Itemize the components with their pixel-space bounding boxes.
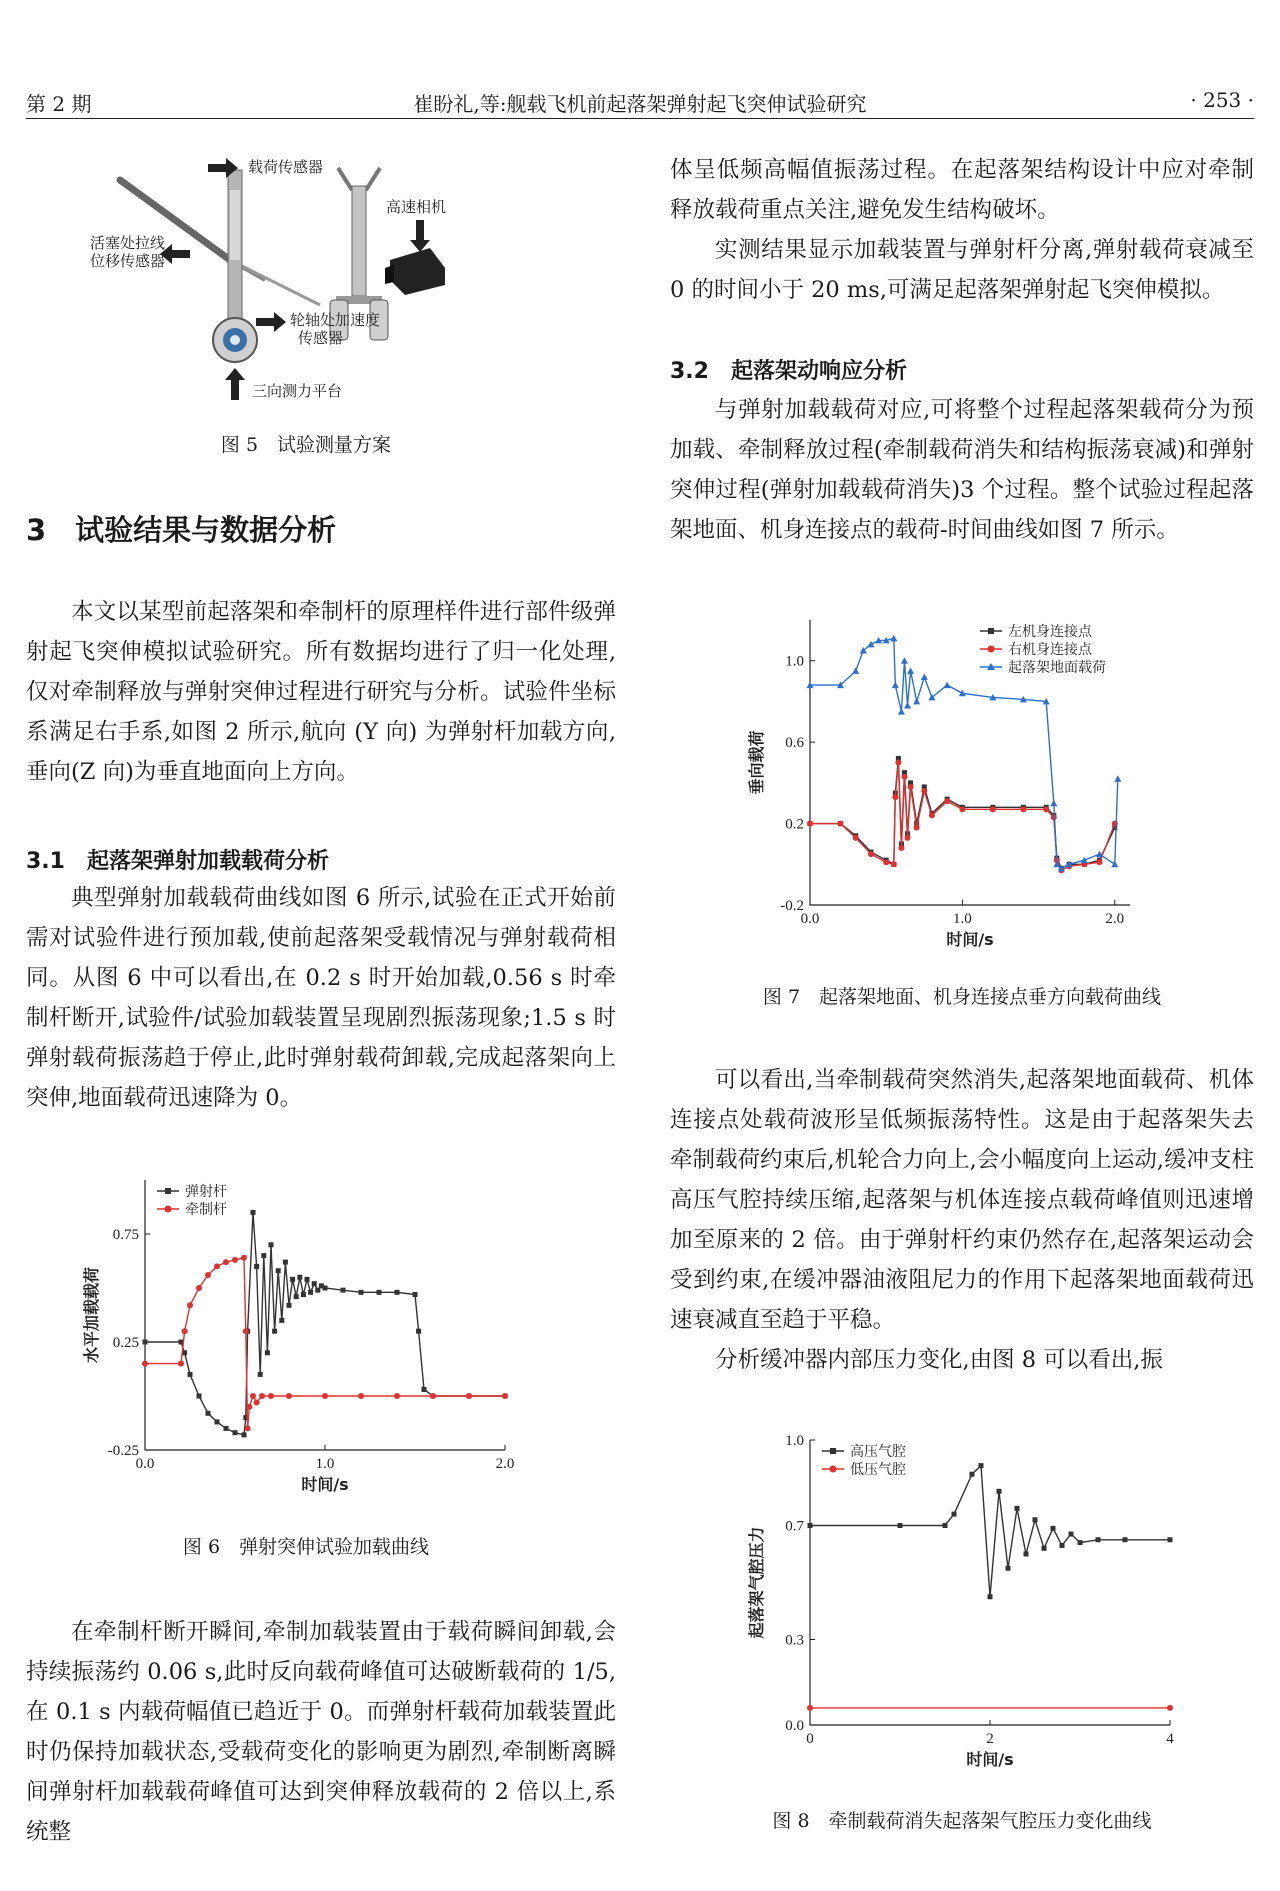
data-point-0: [143, 1340, 148, 1345]
legend-label: 牵制杆: [185, 1202, 227, 1218]
data-point-2: [901, 657, 908, 664]
legend-label: 右机身连接点: [1008, 642, 1092, 658]
data-point-0: [979, 1463, 984, 1468]
data-point-1: [892, 794, 898, 800]
data-point-0: [1006, 1566, 1011, 1571]
fig8-caption: 图 8 牵制载荷消失起落架气腔压力变化曲线: [772, 1810, 1152, 1832]
data-point-1: [883, 859, 889, 865]
label-piston-1: 活塞处拉线: [90, 236, 166, 252]
data-point-2: [944, 682, 951, 689]
data-point-0: [970, 1472, 975, 1477]
section-3-heading: 3 试验结果与数据分析: [26, 513, 337, 547]
legend-marker: [830, 1466, 837, 1473]
data-point-2: [921, 674, 928, 681]
legend-label: 左机身连接点: [1008, 624, 1092, 640]
label-camera: 高速相机: [386, 200, 447, 216]
camera-icon: [385, 248, 445, 295]
data-point-1: [807, 1705, 813, 1711]
page-number: · 253 ·: [1190, 88, 1254, 112]
data-point-0: [297, 1275, 302, 1280]
y-tick-label: 0.7: [785, 1518, 804, 1535]
x-tick-label: 1.0: [315, 1456, 335, 1472]
fig7-chart: [740, 610, 1160, 960]
legend-marker: [165, 1206, 172, 1213]
label-load-sensor: 载荷传感器: [248, 160, 324, 176]
data-point-1: [322, 1393, 328, 1399]
data-point-0: [305, 1277, 310, 1282]
data-point-0: [898, 1523, 903, 1528]
data-point-2: [890, 635, 897, 642]
data-point-0: [242, 1432, 247, 1437]
running-title: 崔盼礼,等:舰载飞机前起落架弹射起飞突伸试验研究: [413, 92, 867, 116]
data-point-0: [1024, 1552, 1029, 1557]
paragraph: 在牵制杆断开瞬间,牵制加载装置由于载荷瞬间卸载,会持续振荡约 0.06 s,此时反向载荷峰值可达破断载荷的 1/5,在 0.1 s 内载荷幅值已趋近于 0。而弹射杆载荷加载装置此时仍保持加载状态,受载荷变化的影响更为剧烈,牵制断离瞬间弹射杆加载载荷峰值可达到突伸释放载荷的 2 倍以上,系统整: [26, 1619, 616, 1845]
series-line-0: [810, 758, 1115, 868]
legend-marker: [165, 1188, 171, 1194]
data-point-2: [898, 708, 905, 715]
x-tick-label: 1.0: [953, 911, 972, 927]
data-point-1: [908, 784, 914, 790]
data-point-2: [904, 702, 911, 709]
legend-label: 低压气腔: [850, 1462, 906, 1478]
x-tick-label: 0: [806, 1731, 814, 1747]
data-point-0: [215, 1419, 220, 1424]
data-point-2: [1050, 800, 1057, 807]
data-point-1: [178, 1361, 184, 1367]
data-point-1: [245, 1425, 251, 1431]
data-point-1: [205, 1272, 211, 1278]
left-column-3: [26, 1612, 616, 1852]
data-point-0: [1123, 1537, 1128, 1542]
data-point-1: [1043, 806, 1049, 812]
data-point-1: [853, 835, 859, 841]
left-column: [26, 592, 616, 792]
data-point-0: [265, 1350, 270, 1355]
legend-label: 弹射杆: [185, 1184, 227, 1200]
data-point-0: [276, 1268, 281, 1273]
label-platform: 三向测力平台: [252, 384, 343, 400]
data-point-1: [142, 1361, 148, 1367]
y-axis-label: 起落架气腔压力: [747, 1526, 766, 1639]
paragraph: 与弹射加载载荷对应,可将整个过程起落架载荷分为预加载、牵制释放过程(牵制载荷消失和结构振荡衰减)和弹射突伸过程(弹射加载载荷消失)3 个过程。整个试验过程起落架地面、机身连接点的载荷-时间曲线如图 7 所示。: [670, 397, 1254, 543]
y-tick-label: 1.0: [785, 653, 804, 670]
x-axis-label: 时间/s: [966, 1750, 1014, 1769]
left-column-2: [26, 878, 616, 1118]
data-point-0: [1096, 1537, 1101, 1542]
legend-marker: [988, 646, 995, 653]
data-point-1: [905, 835, 911, 841]
series-line-1: [145, 1258, 505, 1429]
data-point-1: [807, 821, 813, 827]
data-point-1: [259, 1393, 265, 1399]
fig5-diagram: [90, 150, 570, 410]
data-point-0: [224, 1426, 229, 1431]
fig6-caption: 图 6 弹射突伸试验加载曲线: [182, 1536, 430, 1558]
data-point-0: [1042, 1546, 1047, 1551]
data-point-0: [272, 1329, 277, 1334]
data-point-0: [188, 1372, 193, 1377]
data-point-0: [997, 1489, 1002, 1494]
x-axis-label: 时间/s: [301, 1475, 349, 1494]
data-point-0: [1033, 1517, 1038, 1522]
paragraph: 本文以某型前起落架和牵制杆的原理样件进行部件级弹射起飞突伸模拟试验研究。所有数据均进行了归一化处理,仅对牵制释放与弹射突伸过程进行研究与分析。试验件坐标系满足右手系,如图 2 所示,航向 (Y 向) 为弹射杆加载方向,垂向(Z 向)为垂直地面向上方向。: [26, 599, 616, 785]
issue-number: 第 2 期: [26, 92, 92, 116]
data-point-1: [246, 1404, 252, 1410]
series-line-0: [810, 1466, 1170, 1597]
data-point-0: [287, 1303, 292, 1308]
data-point-0: [197, 1394, 202, 1399]
landing-gear-strut: [213, 170, 257, 362]
data-point-1: [1167, 1705, 1173, 1711]
data-point-1: [891, 861, 897, 867]
paragraph: 实测结果显示加载装置与弹射杆分离,弹射载荷衰减至 0 的时间小于 20 ms,可满足起落架弹射起飞突伸模拟。: [670, 237, 1254, 303]
data-point-1: [241, 1255, 247, 1261]
legend-marker: [830, 1448, 836, 1454]
data-point-1: [1097, 859, 1103, 865]
right-column-2: [670, 390, 1254, 550]
data-point-0: [261, 1253, 266, 1258]
data-point-0: [308, 1290, 313, 1295]
y-tick-label: 0.25: [112, 1335, 139, 1351]
data-point-1: [232, 1257, 238, 1263]
label-piston-2: 位移传感器: [90, 254, 166, 270]
data-point-0: [269, 1242, 274, 1247]
data-point-0: [294, 1294, 299, 1299]
y-axis-label: 水平加载载荷: [82, 1266, 101, 1364]
y-tick-label: 1.0: [785, 1433, 804, 1449]
legend-label: 起落架地面载荷: [1008, 660, 1106, 676]
data-point-1: [502, 1393, 508, 1399]
y-tick-label: 0.0: [785, 1718, 804, 1734]
data-point-0: [258, 1372, 263, 1377]
data-point-0: [290, 1277, 295, 1282]
x-tick-label: 4: [1166, 1731, 1174, 1747]
data-point-1: [901, 774, 907, 780]
x-tick-label: 0.0: [800, 911, 820, 927]
data-point-1: [182, 1328, 188, 1334]
data-point-2: [1114, 775, 1121, 782]
data-point-0: [952, 1512, 957, 1517]
y-tick-label: 0.6: [785, 735, 804, 752]
data-point-0: [1078, 1540, 1083, 1545]
legend-marker: [988, 628, 994, 634]
data-point-1: [837, 821, 843, 827]
data-point-1: [944, 798, 950, 804]
data-point-1: [214, 1263, 220, 1269]
x-tick-label: 2: [986, 1731, 994, 1747]
y-axis-label: 垂向载荷: [747, 730, 766, 795]
data-point-0: [988, 1594, 993, 1599]
right-column: [670, 150, 1254, 310]
data-point-0: [283, 1260, 288, 1265]
data-point-0: [315, 1288, 320, 1293]
data-point-0: [323, 1286, 328, 1291]
paragraph: 分析缓冲器内部压力变化,由图 8 可以看出,振: [715, 1347, 1163, 1373]
legend-label: 高压气腔: [850, 1444, 906, 1460]
data-point-0: [1051, 1526, 1056, 1531]
data-point-2: [852, 667, 859, 674]
data-point-1: [268, 1393, 274, 1399]
right-column-3: [670, 1060, 1254, 1380]
data-point-0: [233, 1430, 238, 1435]
fig5-caption: 图 5 试验测量方案: [220, 434, 392, 456]
fig6-chart: [82, 1170, 565, 1510]
data-point-1: [466, 1393, 472, 1399]
data-point-1: [358, 1393, 364, 1399]
data-point-2: [907, 667, 914, 674]
label-axle-2: 传感器: [298, 331, 344, 347]
y-tick-label: 0.2: [785, 816, 804, 833]
paragraph: 体呈低频高幅值振荡过程。在起落架结构设计中应对牵制释放载荷重点关注,避免发生结构破坏。: [670, 157, 1254, 223]
data-point-1: [286, 1393, 292, 1399]
data-point-0: [943, 1523, 948, 1528]
y-tick-label: 0.75: [112, 1227, 139, 1243]
subsection-3-1-heading: 3.1 起落架弹射加载载荷分析: [26, 849, 329, 874]
data-point-1: [223, 1259, 229, 1265]
y-tick-label: -0.2: [780, 898, 804, 914]
data-point-0: [416, 1329, 421, 1334]
data-point-0: [251, 1210, 256, 1215]
data-point-0: [395, 1290, 400, 1295]
running-header: [26, 84, 1254, 119]
data-point-1: [1020, 806, 1026, 812]
subsection-3-2-heading: 3.2 起落架动响应分析: [670, 359, 907, 384]
data-point-1: [898, 845, 904, 851]
data-point-0: [1015, 1506, 1020, 1511]
data-point-1: [430, 1393, 436, 1399]
x-tick-label: 2.0: [1105, 911, 1125, 927]
data-point-1: [250, 1393, 256, 1399]
data-point-0: [279, 1318, 284, 1323]
data-point-1: [868, 851, 874, 857]
data-point-0: [1060, 1543, 1065, 1548]
series-line-1: [810, 763, 1115, 871]
paragraph: 可以看出,当牵制载荷突然消失,起落架地面载荷、机体连接点处载荷波形呈低频振荡特性。这是由于起落架失去牵制载荷约束后,机轮合力向上,会小幅度向上运动,缓冲支柱高压气腔持续压缩,起落架与机体连接点载荷峰值则迅速增加至原来的 2 倍。由于弹射杆约束仍然存在,起落架运动会受到约束,在缓冲器油液阻尼力的作用下起落架地面载荷迅速衰减直至趋于平稳。: [670, 1067, 1254, 1333]
data-point-0: [1069, 1532, 1074, 1537]
data-point-1: [394, 1393, 400, 1399]
data-point-0: [808, 1523, 813, 1528]
data-point-1: [243, 1328, 249, 1334]
data-point-1: [921, 788, 927, 794]
data-point-0: [341, 1288, 346, 1293]
data-point-0: [359, 1290, 364, 1295]
data-point-1: [990, 806, 996, 812]
data-point-0: [377, 1290, 382, 1295]
data-point-0: [1168, 1537, 1173, 1542]
data-point-0: [312, 1281, 317, 1286]
data-point-1: [895, 760, 901, 766]
data-point-2: [913, 698, 920, 705]
data-point-2: [1111, 861, 1118, 868]
data-point-0: [301, 1292, 306, 1297]
data-point-1: [914, 825, 920, 831]
data-point-0: [413, 1292, 418, 1297]
data-point-0: [422, 1387, 427, 1392]
data-point-1: [959, 806, 965, 812]
data-point-0: [206, 1411, 211, 1416]
data-point-0: [254, 1264, 259, 1269]
y-tick-label: 0.3: [785, 1632, 804, 1649]
data-point-1: [254, 1399, 260, 1405]
x-axis-label: 时间/s: [946, 930, 994, 949]
label-axle-1: 轮轴处加速度: [290, 313, 381, 329]
y-tick-label: -0.25: [107, 1443, 139, 1459]
paragraph: 典型弹射加载载荷曲线如图 6 所示,试验在正式开始前需对试验件进行预加载,使前起落架受载情况与弹射载荷相同。从图 6 中可以看出,在 0.2 s 时开始加载,0.56 s 时牵制杆断开,试验件/试验加载装置呈现剧烈振荡现象;1.5 s 时弹射载荷振荡趋于停止,此时弹射载荷卸载,完成起落架向上突伸,地面载荷迅速降为 0。: [26, 885, 616, 1111]
series-line-0: [145, 1212, 505, 1435]
data-point-1: [187, 1302, 193, 1308]
data-point-2: [892, 682, 899, 689]
x-tick-label: 0.0: [135, 1456, 155, 1472]
data-point-2: [867, 641, 874, 648]
data-point-1: [929, 812, 935, 818]
x-tick-label: 2.0: [495, 1456, 515, 1472]
fig7-caption: 图 7 起落架地面、机身连接点垂方向载荷曲线: [762, 986, 1162, 1008]
data-point-1: [196, 1285, 202, 1291]
fig8-chart: [740, 1425, 1200, 1785]
